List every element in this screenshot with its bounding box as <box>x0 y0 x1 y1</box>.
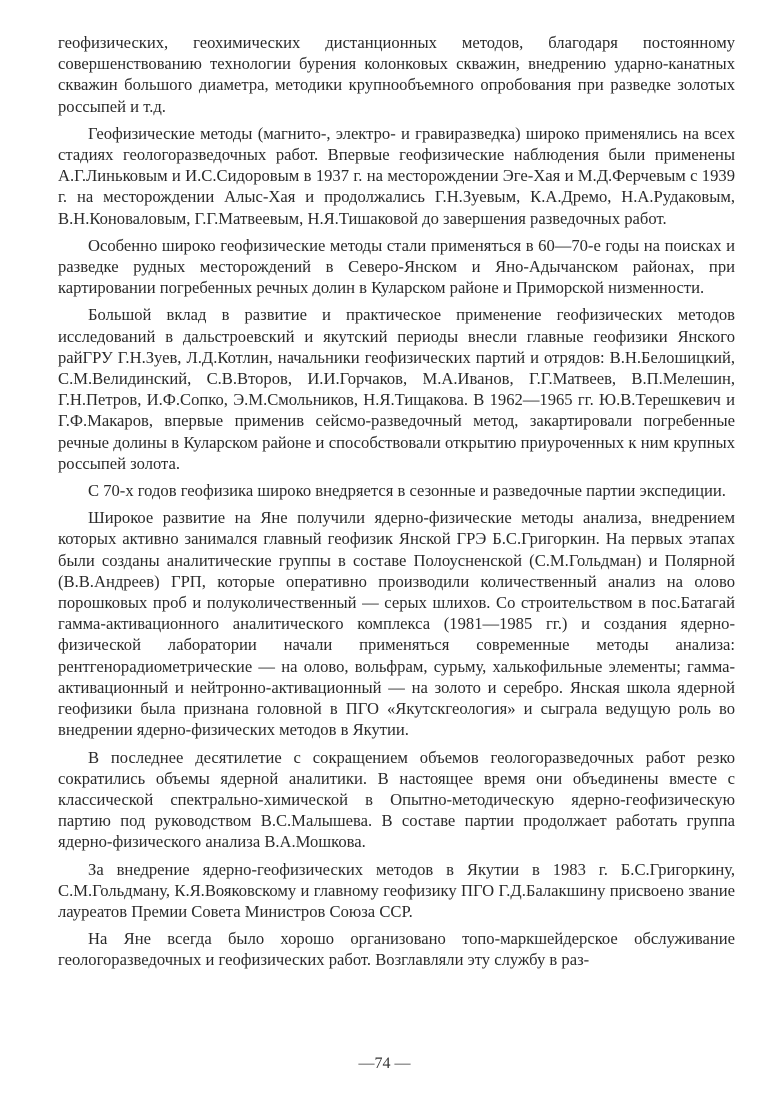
page-number: —74 — <box>358 1055 411 1072</box>
paragraph-4: Большой вклад в развитие и практическое применение геофизических методов исследований в дальстроевский и якутский периоды внесли главные геофизики Янского райГРУ Г.Н.Зуев, Л.Д.Котлин, начальники геофизических партий и отрядов: В.Н.Белошицкий, С.М.Велидинский, С.В.Второв, И.И.Горчаков, М.А.Иванов, Г.Г.Матвеев, В.П.Мелешин, Г.Н.Петров, И.Ф.Сопко, Э.М.Смольников, Н.Я.Тищакова. В 1962—1965 гг. Ю.В.Терешкевич и Г.Ф.Макаров, впервые применив сейсмо-разведочный метод, закартировали погребенные речные долины в Куларском районе и способствовали открытию приуроченных к ним крупных россыпей золота. <box>58 305 735 473</box>
paragraph-3: Особенно широко геофизические методы стали применяться в 60—70-е годы на поисках и разведке рудных месторождений в Северо-Янском и Яно-Адычанском районах, при картировании погребенных речных долин в Куларском районе и Приморской низменности. <box>58 235 735 298</box>
paragraph-1: геофизических, геохимических дистанционных методов, благодаря постоянному совершенствованию технологии бурения колонковых скважин, внедрению ударно-канатных скважин большого диаметра, методики крупнообъемного опробования при разведке золотых россыпей и т.д. <box>58 33 735 116</box>
text-column <box>58 32 735 977</box>
paragraph-7: В последнее десятилетие с сокращением объемов геологоразведочных работ резко сократились объемы ядерной аналитики. В настоящее время они объединены вместе с классической спектрально-химической в Опытно-методическую ядерно-геофизическую партию под руководством В.С.Малышева. В составе партии продолжает работать группа ядерно-физического анализа В.А.Мошкова. <box>58 747 735 852</box>
paragraph-9: На Яне всегда было хорошо организовано топо-маркшейдерское обслуживание геологоразведочных и геофизических работ. Возглавляли эту службу в раз- <box>58 929 735 970</box>
paragraph-8: За внедрение ядерно-геофизических методов в Якутии в 1983 г. Б.С.Григоркину, С.М.Гольдману, К.Я.Вояковскому и главному геофизику ПГО Г.Д.Балакшину присвоено звание лауреатов Премии Совета Министров Союза ССР. <box>58 859 735 921</box>
paragraph-5: С 70-х годов геофизика широко внедряется в сезонные и разведочные партии экспедиции. <box>88 481 726 501</box>
paragraph-6: Широкое развитие на Яне получили ядерно-физические методы анализа, внедрением которых активно занимался главный геофизик Янской ГРЭ Б.С.Григоркин. На первых этапах были созданы аналитические группы в составе Полоусненской (С.М.Гольдман) и Полярной (В.В.Андреев) ГРП, которые оперативно производили количественный анализ на олово порошковых проб и полуколичественный — серых шлихов. Со строительством в пос.Батагай гамма-активационного аналитического комплекса (1981—1985 гг.) и создания ядерно-физической лаборатории начали применяться современные методы анализа: рентгенорадиометрические — на олово, вольфрам, сурьму, халькофильные элементы; гамма-активационный и нейтронно-активационный — на золото и серебро. Янская школа ядерной геофизики была признана головной в ПГО «Якутскгеология» и сыграла ведущую роль во внедрении ядерно-физических методов в Якутии. <box>58 508 735 740</box>
paragraph-2: Геофизические методы (магнито-, электро- и гравиразведка) широко применялись на всех стадиях геологоразведочных работ. Впервые геофизические наблюдения были применены А.Г.Линьковым и И.С.Сидоровым в 1937 г. на месторождении Эге-Хая и М.Д.Ферчевым с 1939 г. на месторождении Алыс-Хая и продолжались Г.Н.Зуевым, К.А.Дремо, Н.А.Рудаковым, В.Н.Коноваловым, Г.Г.Матвеевым, Н.Я.Тишаковой до завершения разведочных работ. <box>58 123 735 228</box>
